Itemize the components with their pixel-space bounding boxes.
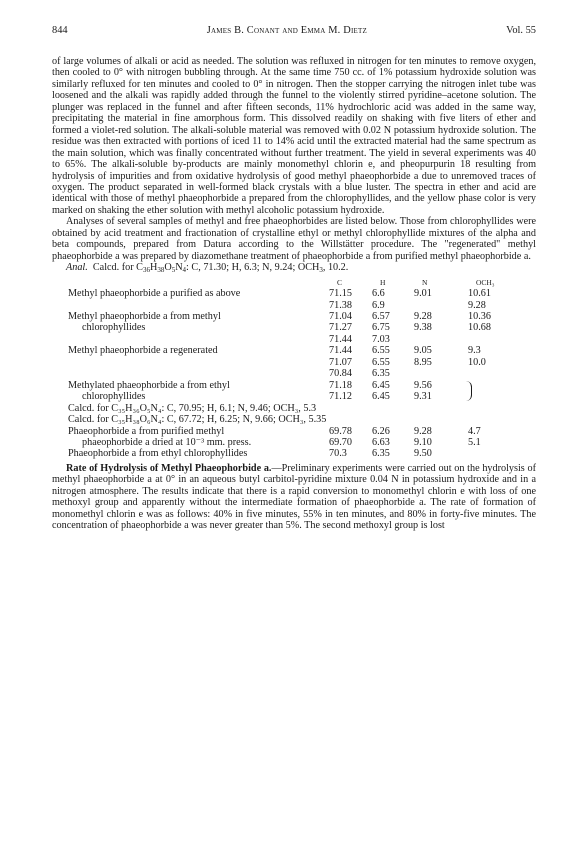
table-cell: 9.28: [414, 425, 432, 437]
table-cell: 69.78: [329, 425, 352, 437]
table-cell: 6.57: [372, 310, 390, 322]
paragraph-2: Analyses of several samples of methyl and free phaeophorbides are listed below. Those from chlorophyllides were obtained by acid treatment and fractionation of crystalline ethyl or methyl chlorophyllide mixtures of the alpha and beta compounds, prepared from Datura according to the Willstätter procedure. The "regenerated" methyl phaeophorbide a was prepared by diazomethane treatment of phaeophorbide a from purified methyl phaeophorbide a.: [52, 216, 536, 262]
table-cell: [468, 391, 520, 402]
table-cell: 9.28: [468, 299, 486, 311]
table-cell: 6.45: [372, 379, 390, 391]
analysis-table: [52, 277, 520, 403]
table-cell: 9.01: [414, 288, 432, 300]
row-label-continued: chlorophyllides: [82, 322, 146, 334]
calcd-block: [52, 403, 536, 426]
anal-och-sub: 3: [319, 266, 323, 275]
col-header-c: C: [337, 277, 343, 287]
table-cell: 9.3: [468, 345, 481, 357]
table-cell: 10.36: [468, 310, 491, 322]
paragraph-3-body: —Preliminary experiments were carried out on the hydrolysis of methyl phaeophorbide a at 0° in an aqueous butyl carbitol-pyridine mixture 0.04 N in potassium hydroxide and in a nitrogen atmosphere. The results indicate that there is a rapid conversion to monomethyl chlorin e with loss of one methoxyl group and apparently without the intermediate formation of phaeophorbide a. The rate of formation of monomethyl chlorin e was as follows: 40% in five minutes, 55% in ten minutes, and 80% in forty-five minutes. The concentration of phaeophorbide a was never greater than 5%. The second methoxyl group is lost: [52, 462, 536, 532]
table-row: [52, 357, 520, 368]
table-row: [52, 322, 520, 333]
table-cell: 9.05: [414, 345, 432, 357]
table-cell: 6.6: [372, 288, 385, 300]
anal-label: Anal.: [66, 262, 88, 274]
table-cell: 70.84: [329, 368, 352, 380]
table-cell: 71.15: [329, 288, 352, 300]
col-header-n: N: [422, 277, 428, 287]
col-header-och3: OCH₃: [476, 277, 495, 287]
table-cell: [414, 368, 468, 379]
calcd-line-1: Calcd. for C₃₅H₃₆O₅N₄: C, 70.95; H, 6.1; N, 9.46; OCH₃, 5.3: [68, 402, 317, 414]
calcd-line-2: Calcd. for C₃₅H₃₈O₆N₄: C, 67.72; H, 6.25; N, 9.66; OCH₃, 5.35: [68, 414, 327, 426]
row-label: [52, 426, 329, 437]
table-cell: [468, 380, 520, 391]
table-cell: 9.10: [414, 436, 432, 448]
table-cell: 9.38: [414, 322, 432, 334]
table-cell: 6.35: [372, 368, 390, 380]
phaeophorbide-table: [52, 426, 520, 460]
table-cell: 71.12: [329, 391, 352, 403]
table-cell: 5.1: [468, 436, 481, 448]
table-cell: 6.55: [372, 345, 390, 357]
table-row: [52, 311, 520, 322]
table-cell: [414, 380, 468, 391]
table-cell: 10.61: [468, 288, 491, 300]
table-cell: 6.75: [372, 322, 390, 334]
table-cell: 10.68: [468, 322, 491, 334]
row-label-text: phaeophorbide a dried at 10⁻³ mm. press.: [82, 436, 252, 448]
row-label-continued: chlorophyllides: [82, 391, 146, 403]
table-row: [52, 391, 520, 402]
anal-h: H: [149, 262, 158, 274]
table-cell: 71.07: [329, 356, 352, 368]
row-label: Methyl phaeophorbide a regenerated: [68, 345, 218, 357]
brace-symbol: [466, 381, 472, 401]
table-row: [52, 300, 520, 311]
table-cell: 71.38: [329, 299, 352, 311]
row-label: Methyl phaeophorbide a purified as above: [68, 288, 241, 300]
table-cell: [414, 334, 468, 345]
table-cell: 71.44: [329, 333, 352, 345]
section-title: Rate of Hydrolysis of Methyl Phaeophorbide a.: [66, 462, 272, 474]
anal-values: : C, 71.30; H, 6.3; N, 9.24; OCH: [186, 262, 320, 274]
table-cell: 71.44: [329, 345, 352, 357]
table-cell: 9.50: [414, 448, 432, 460]
table-cell: 6.35: [372, 448, 390, 460]
row-label: [52, 448, 329, 459]
paragraph-1: of large volumes of alkali or acid as needed. The solution was refluxed in nitrogen for ten minutes to remove oxygen, then cooled to 0° with nitrogen bubbling through. At the same time 750 cc. of 1% potassium hydroxide solution was similarly refluxed for ten minutes and cooled to 0° in nitrogen. Then the stopper carrying the nitrogen inlet tube was loosened and the alkali was rapidly added through the funnel to the violently stirred pyridine–acetone solution. The plunger was replaced in the funnel and after fifteen seconds, 11% hydrochloric acid was added in the same way, precipitating the material in fine amorphous form. This dissolved readily on shaking with five liters of ether and formed a violet-red solution. The alkali-soluble material was removed with 0.02 N potassium hydroxide solution. The residue was then extracted with portions of iced 11 to 14% acid until the extracted material had the same spectrum as the main solution, which was finally concentrated without further treatment. The yield in several experiments was 40 to 65%. The alkali-soluble by-products are mainly monomethyl chlorin e, and pheopurpurin 18 resulting from hydrolysis of impurities and from oxidative hydrolysis of good methyl phaeophorbide a due to unremoved traces of oxygen. The product separated in well-formed black crystals with a blue luster. The spectra in ether and acid are identical with those of methyl phaeophorbide a prepared from the chlorophyllides, and the yellow phase color is very marked on shaking the ether solution with methyl alcoholic potassium hydroxide.: [52, 56, 536, 216]
table-cell: 70.3: [329, 448, 347, 460]
table-cell-value: 9.56: [414, 379, 432, 391]
table-row: [52, 334, 520, 345]
table-cell: 7.03: [372, 333, 390, 345]
table-row: [52, 368, 520, 379]
table-cell: 6.26: [372, 425, 390, 437]
page-number: 844: [52, 25, 68, 36]
table-cell: 69.70: [329, 436, 352, 448]
col-header-h: H: [380, 277, 386, 287]
table-row: [52, 345, 520, 356]
table-cell: 9.28: [414, 310, 432, 322]
paragraph-3: [52, 463, 536, 532]
table-cell: 10.0: [468, 356, 486, 368]
table-row: [52, 426, 520, 437]
running-header: [52, 24, 536, 37]
table-cell: 6.45: [372, 391, 390, 403]
table-row: [52, 437, 520, 448]
table-cell: 71.18: [329, 379, 352, 391]
row-label: [52, 437, 329, 448]
anal-o: O: [164, 262, 172, 274]
table-cell: 9.31: [414, 391, 432, 403]
row-label: Methylated phaeophorbide a from ethyl: [68, 379, 230, 391]
row-label: Methyl phaeophorbide a from methyl: [68, 310, 221, 322]
anal-och-val: , 10.2.: [322, 262, 349, 274]
anal-n: N: [175, 262, 183, 274]
table-cell: [414, 300, 468, 311]
page: [52, 24, 536, 532]
table-row: [52, 448, 520, 459]
running-authors: James B. Conant and Emma M. Dietz: [206, 25, 367, 36]
table-cell: 4.7: [468, 425, 481, 437]
analysis-line: [52, 262, 536, 276]
table-row: [52, 380, 520, 391]
table-cell: 71.27: [329, 322, 352, 334]
table-cell: [468, 448, 520, 459]
row-label-text: Phaeophorbide a from ethyl chlorophyllides: [68, 448, 248, 460]
table-cell: [468, 334, 520, 345]
table-cell: 8.95: [414, 356, 432, 368]
table-cell: 6.55: [372, 356, 390, 368]
anal-sub-c: 36: [142, 266, 150, 275]
volume-label: Vol. 55: [506, 25, 536, 36]
table-cell: 6.9: [372, 299, 385, 311]
table-header-row: [52, 277, 520, 288]
anal-sub-h: 38: [157, 266, 165, 275]
table-cell: 71.04: [329, 310, 352, 322]
table-cell: 6.63: [372, 436, 390, 448]
anal-sub-n: 4: [182, 266, 187, 275]
table-row: [52, 288, 520, 299]
anal-formula-prefix: Calcd. for C: [92, 262, 143, 274]
table-cell: [468, 368, 520, 379]
anal-sub-o: 5: [171, 266, 176, 275]
row-label-text: Phaeophorbide a from purified methyl: [68, 425, 225, 437]
